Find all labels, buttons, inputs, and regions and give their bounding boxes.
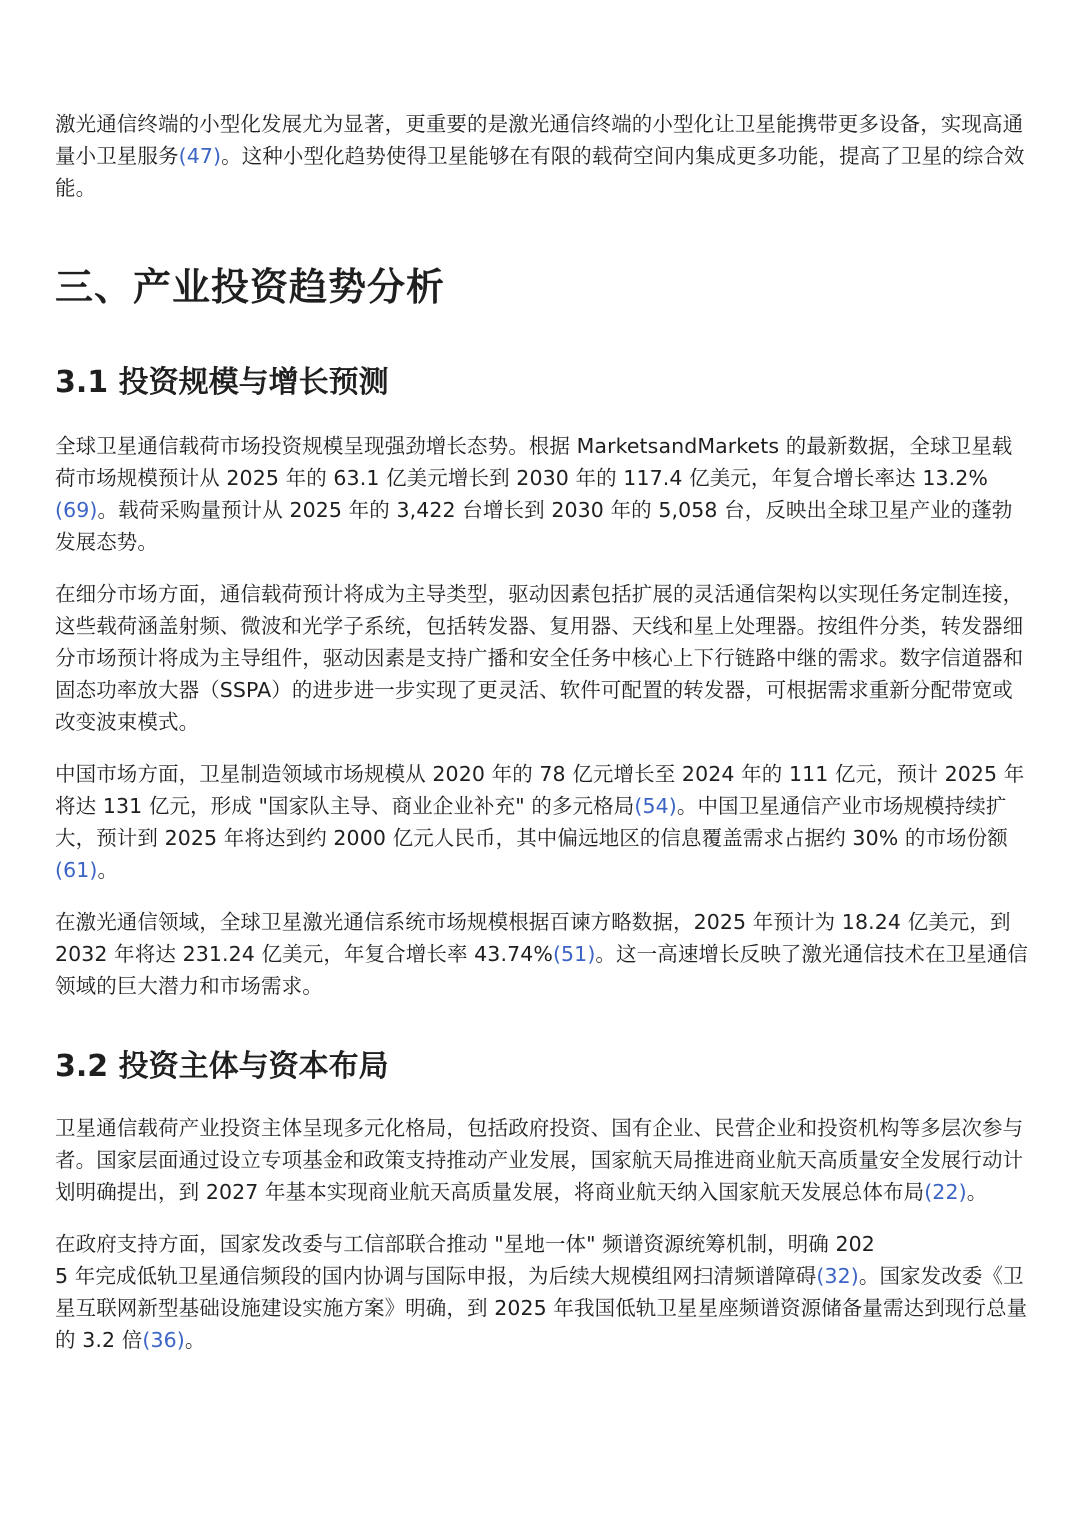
citation-link[interactable]: (54) xyxy=(634,794,677,818)
paragraph-text: 。 xyxy=(966,1180,988,1204)
paragraph-text: 在政府支持方面，国家发改委与工信部联合推动 "星地一体" 频谱资源统筹机制，明确 202 xyxy=(55,1232,875,1256)
paragraph-3-1-1 xyxy=(55,430,1030,558)
citation-link[interactable]: (32) xyxy=(816,1264,859,1288)
subsection-heading-3-2: 3.2 投资主体与资本布局 xyxy=(55,1049,389,1084)
subsection-heading-3-1: 3.1 投资规模与增长预测 xyxy=(55,365,389,400)
paragraph-text: 卫星通信载荷产业投资主体呈现多元化格局，包括政府投资、国有企业、民营企业和投资机构等多层次参与者。国家层面通过设立专项基金和政策支持推动产业发展，国家航天局推进商业航天高质量安全发展行动计划明确提出，到 2027 年基本实现商业航天高质量发展，将商业航天纳入国家航天发展总体布局 xyxy=(55,1116,1024,1204)
paragraph-text: 在激光通信领域，全球卫星激光通信系统市场规模根据百谏方略数据，2025 年预计为 18.24 亿美元，到 2032 年将达 231.24 亿美元，年复合增长率 43.74% xyxy=(55,910,1011,966)
paragraph-3-1-2: 在细分市场方面，通信载荷预计将成为主导类型，驱动因素包括扩展的灵活通信架构以实现任务定制连接，这些载荷涵盖射频、微波和光学子系统，包括转发器、复用器、天线和星上处理器。按组件分类，转发器细分市场预计将成为主导组件，驱动因素是支持广播和安全任务中核心上下行链路中继的需求。数字信道器和固态功率放大器（SSPA）的进步进一步实现了更灵活、软件可配置的转发器，可根据需求重新分配带宽或改变波束模式。 xyxy=(55,582,1024,734)
citation-link[interactable]: (61) xyxy=(55,858,98,882)
citation-link[interactable]: (51) xyxy=(552,942,596,966)
paragraph-text: 。中国卫星通信产业市场规模持续扩大，预计到 2025 年将达到约 2000 亿元人民币，其中偏远地区的信息覆盖需求占据约 30% 的市场份额 xyxy=(55,794,1008,850)
paragraph-text: 全球卫星通信载荷市场投资规模呈现强劲增长态势。根据 MarketsandMarkets 的最新数据，全球卫星载荷市场规模预计从 2025 年的 63.1 亿美元增长到 2030 年的 117.4 亿美元，年复合增长率达 13.2% xyxy=(55,434,1013,490)
paragraph-text: 。 xyxy=(184,1328,206,1352)
paragraph-text: 。国家发改委《卫星互联网新型基础设施建设实施方案》明确，到 2025 年我国低轨卫星星座频谱资源储备量需达到现行总量的 3.2 倍 xyxy=(55,1264,1028,1352)
paragraph-3-2-2 xyxy=(55,1228,1030,1356)
citation-link[interactable]: (47) xyxy=(178,144,222,168)
paragraph-3-2-1 xyxy=(55,1112,1030,1208)
citation-link[interactable]: (69) xyxy=(55,498,98,522)
citation-link[interactable]: (36) xyxy=(142,1328,185,1352)
paragraph-text: 5 年完成低轨卫星通信频段的国内协调与国际申报，为后续大规模组网扫清频谱障碍 xyxy=(55,1264,817,1288)
paragraph-3-1-3 xyxy=(55,758,1030,886)
paragraph-text: 激光通信终端的小型化发展尤为显著，更重要的是激光通信终端的小型化让卫星能携带更多设备，实现高通量小卫星服务 xyxy=(55,112,1024,168)
paragraph-text: 。这一高速增长反映了激光通信技术在卫星通信领域的巨大潜力和市场需求。 xyxy=(55,942,1029,998)
document-page xyxy=(55,108,1030,1356)
section-heading: 三、产业投资趋势分析 xyxy=(55,265,446,309)
paragraph-text: 。这种小型化趋势使得卫星能够在有限的载荷空间内集成更多功能，提高了卫星的综合效能。 xyxy=(55,144,1025,200)
paragraph-3-1-4 xyxy=(55,906,1030,1002)
paragraph-text: 。 xyxy=(97,858,119,882)
paragraph-text: 。载荷采购量预计从 2025 年的 3,422 台增长到 2030 年的 5,058 台，反映出全球卫星产业的蓬勃发展态势。 xyxy=(55,498,1013,554)
citation-link[interactable]: (22) xyxy=(924,1180,967,1204)
paragraph-text: 中国市场方面，卫星制造领域市场规模从 2020 年的 78 亿元增长至 2024 年的 111 亿元，预计 2025 年将达 131 亿元，形成 "国家队主导、商业企业补充" 的多元格局 xyxy=(55,762,1025,818)
intro-paragraph xyxy=(55,108,1030,204)
